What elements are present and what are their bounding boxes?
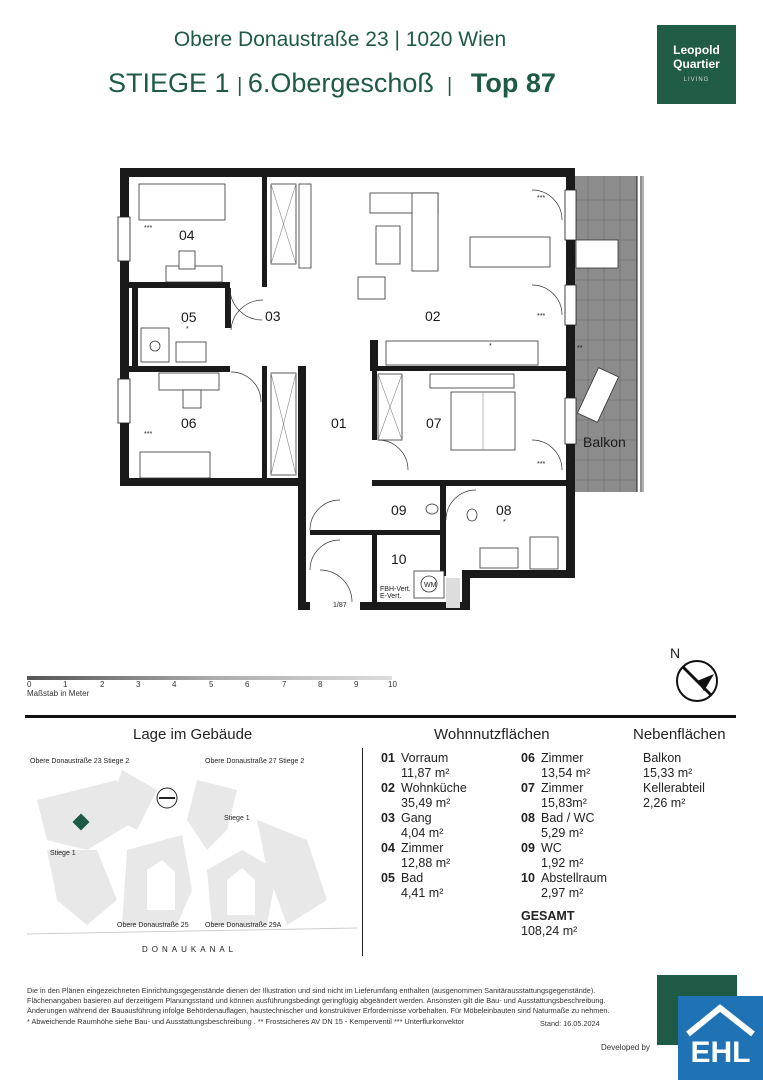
room-04-label: 04 <box>179 227 195 243</box>
convector-mark: *** <box>537 313 546 320</box>
disclaimer-line: Flächenangaben basieren auf derzeitigem Planungsstand und können ausführungsbedingt geringfügig abgeändert werden. Ansonsten gilt die Bau- und Ausstattungsbeschreibung. <box>27 996 606 1006</box>
list-item <box>381 871 511 886</box>
room-number: 09 <box>521 841 535 855</box>
wohn-heading: Wohnnutzflächen <box>434 726 550 743</box>
developed-by: Developed by <box>601 1043 650 1052</box>
neben-name: Balkon <box>643 751 682 765</box>
room-area: 4,04 m² <box>401 826 444 840</box>
scale-tick-1: 1 <box>63 680 68 689</box>
room-area: 11,87 m² <box>401 766 450 780</box>
label-od25: Obere Donaustraße 25 <box>117 922 189 929</box>
height-mark: * <box>186 326 189 333</box>
address-heading: Obere Donaustraße 23 | 1020 Wien <box>173 28 507 51</box>
convector-mark: *** <box>537 195 546 202</box>
room-number: 04 <box>381 841 395 855</box>
convector-mark: *** <box>144 225 153 232</box>
room-area: 2,97 m² <box>541 886 584 900</box>
total-label: GESAMT <box>521 909 575 923</box>
section-divider <box>25 715 736 718</box>
frost-valve-mark: ** <box>577 345 583 352</box>
disclaimer-line: * Abweichende Raumhöhe siehe Bau- und Ausstattungsbeschreibung . ** Frostsicheres AV DN 15 - Kemperventil *** Unterflurkonvektor <box>27 1016 465 1026</box>
ehl-text: EHL <box>690 1036 751 1069</box>
height-mark: * <box>503 519 506 526</box>
room-name: WC <box>541 841 562 855</box>
room-number: 10 <box>521 871 535 885</box>
site-plan-map <box>27 760 357 940</box>
room-name: Zimmer <box>541 751 584 765</box>
stand-date: Stand: 16.05.2024 <box>540 1019 600 1028</box>
convector-mark: *** <box>144 431 153 438</box>
door-number: 1/87 <box>333 602 347 609</box>
room-name: Bad <box>401 871 424 885</box>
height-mark: * <box>489 343 492 350</box>
room-number: 08 <box>521 811 535 825</box>
scale-caption: Maßstab in Meter <box>27 689 90 698</box>
list-item <box>521 871 631 886</box>
room-02-label: 02 <box>425 308 441 324</box>
north-label: N <box>670 645 681 661</box>
scale-tick-10: 10 <box>388 680 397 689</box>
neben-name: Kellerabteil <box>643 781 705 795</box>
stiege-label: STIEGE 1 <box>108 68 230 98</box>
label-od23: Obere Donaustraße 23 Stiege 2 <box>30 758 130 765</box>
label-donaukanal: DONAUKANAL <box>142 945 238 954</box>
label-stiege1-right: Stiege 1 <box>224 815 250 822</box>
room-10-label: 10 <box>391 551 407 567</box>
room-03-label: 03 <box>265 308 281 324</box>
floor-label: 6.Obergeschoß <box>247 68 434 98</box>
lage-heading: Lage im Gebäude <box>133 726 253 743</box>
disclaimer-line: Die in den Plänen eingezeichneten Einrichtungsgegenstände dienen der Illustration und sind nicht im Lieferumfang enthalten (ausgenommen Sanitärausstattungsgegenstände). <box>27 986 596 995</box>
room-area: 5,29 m² <box>541 826 584 840</box>
room-number: 05 <box>381 871 395 885</box>
disclaimer <box>27 986 617 1027</box>
room-08-label: 08 <box>496 502 512 518</box>
scale-tick-5: 5 <box>209 680 214 689</box>
disclaimer-line: Änderungen während der Bauausführung infolge Behördenauflagen, haustechnischer und konstruktiver Erfordernisse vorbehalten. Für Möbeleinbauten sind Naturmaße zu nehmen. <box>27 1006 610 1016</box>
wm-label: WM <box>424 582 437 589</box>
wohn-list-left <box>381 751 511 901</box>
room-name: Bad / WC <box>541 811 595 825</box>
list-item <box>381 781 511 796</box>
list-item <box>381 811 511 826</box>
list-item <box>381 841 511 856</box>
list-item <box>521 781 631 796</box>
scale-tick-8: 8 <box>318 680 323 689</box>
scale-tick-4: 4 <box>172 680 177 689</box>
ehl-logo <box>678 996 763 1080</box>
top-label: Top 87 <box>470 68 556 98</box>
balcony-label: Balkon <box>583 434 626 450</box>
room-07-label: 07 <box>426 415 442 431</box>
room-name: Abstellraum <box>541 871 607 885</box>
logo-line3: LIVING <box>683 77 710 83</box>
room-name: Zimmer <box>401 841 444 855</box>
room-name: Vorraum <box>401 751 449 765</box>
total-area: 108,24 m² <box>521 924 578 938</box>
room-area: 35,49 m² <box>401 796 451 810</box>
room-area: 15,83m² <box>541 796 587 810</box>
list-item <box>521 751 631 766</box>
column-divider <box>362 748 363 956</box>
neben-area: 2,26 m² <box>643 796 686 810</box>
scale-tick-0: 0 <box>27 680 32 689</box>
room-area: 12,88 m² <box>401 856 451 870</box>
room-number: 03 <box>381 811 395 825</box>
leopold-quartier-logo <box>657 25 736 104</box>
list-item <box>521 841 631 856</box>
room-area: 1,92 m² <box>541 856 584 870</box>
room-number: 02 <box>381 781 395 795</box>
neben-heading: Nebenflächen <box>633 726 726 743</box>
room-05-label: 05 <box>181 309 197 325</box>
convector-mark: *** <box>537 461 546 468</box>
label-od27: Obere Donaustraße 27 Stiege 2 <box>205 758 305 765</box>
neben-list <box>643 751 743 811</box>
room-01-label: 01 <box>331 415 347 431</box>
north-arrow-icon <box>674 658 720 704</box>
fbh-vert-label: FBH-Vert. <box>380 586 411 593</box>
list-item <box>381 751 511 766</box>
room-name: Wohnküche <box>401 781 467 795</box>
unit-title: STIEGE 1 | 6.Obergeschoß | Top 87 <box>108 68 556 98</box>
label-stiege1-left: Stiege 1 <box>50 850 76 857</box>
scale-tick-7: 7 <box>282 680 287 689</box>
scale-tick-2: 2 <box>100 680 105 689</box>
list-item <box>521 811 631 826</box>
room-area: 4,41 m² <box>401 886 444 900</box>
neben-area: 15,33 m² <box>643 766 693 780</box>
room-number: 07 <box>521 781 535 795</box>
scale-tick-6: 6 <box>245 680 250 689</box>
label-od29a: Obere Donaustraße 29A <box>205 922 282 929</box>
logo-line1: Leopold <box>673 43 720 57</box>
logo-line2: Quartier <box>673 57 720 71</box>
room-area: 13,54 m² <box>541 766 591 780</box>
scale-tick-3: 3 <box>136 680 141 689</box>
room-06-label: 06 <box>181 415 197 431</box>
scale-tick-9: 9 <box>354 680 359 689</box>
room-name: Gang <box>401 811 432 825</box>
room-09-label: 09 <box>391 502 407 518</box>
wohn-list-right <box>521 751 631 939</box>
room-name: Zimmer <box>541 781 584 795</box>
room-number: 01 <box>381 751 395 765</box>
floor-plan <box>0 160 763 700</box>
room-number: 06 <box>521 751 535 765</box>
e-vert-label: E-Vert. <box>380 593 402 600</box>
